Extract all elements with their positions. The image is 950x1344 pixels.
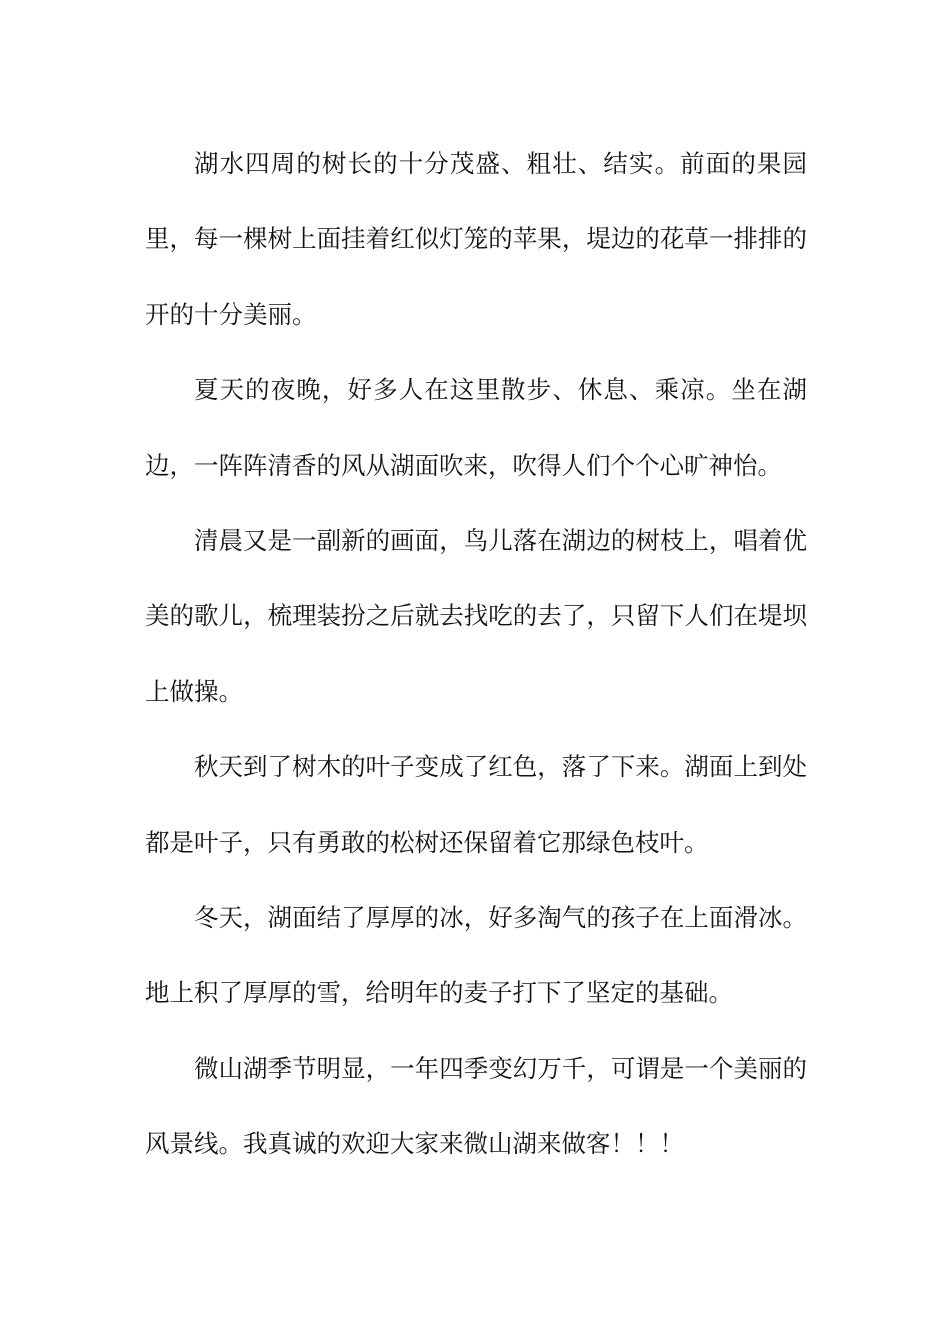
body-text <box>145 126 807 1182</box>
paragraph-summer-night: 夏天的夜晚，好多人在这里散步、休息、乘凉。坐在湖边，一阵阵清香的风从湖面吹来，吹得人们个个心旷神怡。 <box>145 375 807 480</box>
paragraph-conclusion: 微山湖季节明显，一年四季变幻万千，可谓是一个美丽的风景线。我真诚的欢迎大家来微山湖来做客！！！ <box>145 1053 807 1159</box>
paragraph-morning: 清晨又是一副新的画面，鸟儿落在湖边的树枝上，唱着优美的歌儿，梳理装扮之后就去找吃的去了，只留下人们在堤坝上做操。 <box>145 526 807 706</box>
paragraph-trees: 湖水四周的树长的十分茂盛、粗壮、结实。前面的果园里，每一棵树上面挂着红似灯笼的苹果，堤边的花草一排排的开的十分美丽。 <box>145 149 807 329</box>
paragraph-winter: 冬天，湖面结了厚厚的冰，好多淘气的孩子在上面滑冰。地上积了厚厚的雪，给明年的麦子打下了坚定的基础。 <box>145 903 807 1008</box>
paragraph-autumn: 秋天到了树木的叶子变成了红色，落了下来。湖面上到处都是叶子，只有勇敢的松树还保留着它那绿色枝叶。 <box>145 752 807 857</box>
